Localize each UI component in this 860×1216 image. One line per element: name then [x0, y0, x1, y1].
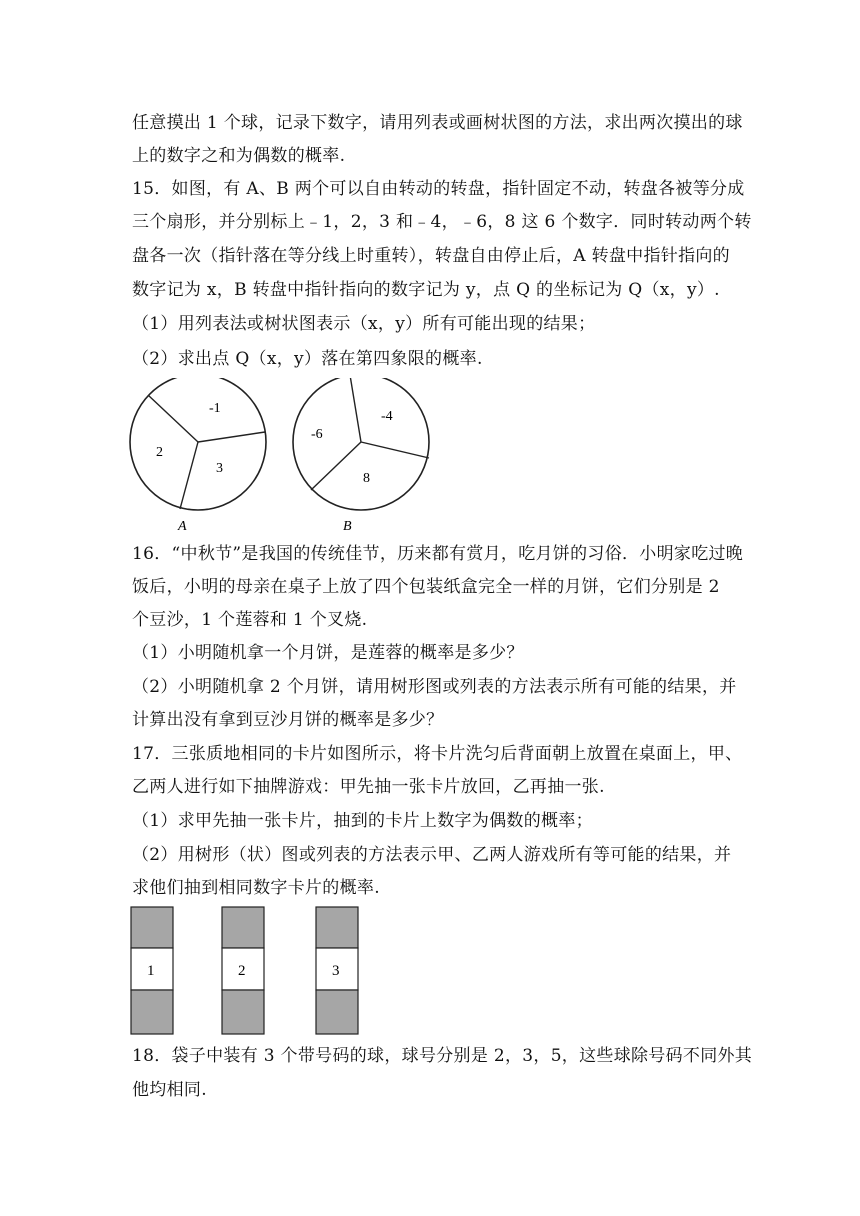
text-line: 求他们抽到相同数字卡片的概率.: [132, 878, 380, 898]
text-line: 饭后，小明的母亲在桌子上放了四个包装纸盒完全一样的月饼，它们分别是 2: [132, 577, 720, 597]
text-line: 个豆沙，1 个莲蓉和 1 个叉烧.: [132, 610, 368, 630]
card-3: [316, 907, 358, 1034]
problem-16-text: 16．“中秋节”是我国的传统佳节，历来都有赏月，吃月饼的习俗．小明家吃过晚: [132, 544, 744, 564]
problem-17-text: 17．三张质地相同的卡片如图所示，将卡片洗匀后背面朝上放置在桌面上，甲、: [132, 744, 743, 764]
question-15-2: （2）求出点 Q（x，y）落在第四象限的概率.: [132, 349, 483, 369]
sector-label: 3: [216, 461, 223, 476]
question-17-2: （2）用树形（状）图或列表的方法表示甲、乙两人游戏所有等可能的结果，并: [132, 845, 732, 865]
problem-18-text: 18．袋子中装有 3 个带号码的球，球号分别是 2，3，5，这些球除号码不同外其: [132, 1046, 753, 1066]
sector-label: -6: [311, 427, 323, 442]
card-2: [222, 907, 264, 1034]
sector-label: 2: [156, 445, 163, 460]
sector-label: -4: [381, 409, 393, 424]
text-line: 乙两人进行如下抽牌游戏：甲先抽一张卡片放回，乙再抽一张.: [132, 777, 605, 797]
question-16-1: （1）小明随机拿一个月饼，是莲蓉的概率是多少？: [132, 643, 524, 663]
card-number: 1: [147, 963, 155, 979]
spinner-a-caption: A: [178, 519, 187, 534]
text-line: 上的数字之和为偶数的概率.: [132, 146, 346, 166]
text-line: 盘各一次（指针落在等分线上时重转），转盘自由停止后，A 转盘中指针指向的: [132, 246, 730, 266]
card-number: 3: [332, 963, 340, 979]
text-line: 他均相同.: [132, 1080, 207, 1100]
spinner-b-disk: [293, 378, 429, 510]
spinner-b-caption: B: [343, 519, 352, 534]
sector-label: 8: [363, 471, 370, 486]
problem-15-text: 15．如图，有 A、B 两个可以自由转动的转盘，指针固定不动，转盘各被等分成: [132, 179, 745, 199]
text-line: 任意摸出 1 个球，记录下数字，请用列表或画树状图的方法，求出两次摸出的球: [132, 113, 743, 133]
text-line: 计算出没有拿到豆沙月饼的概率是多少？: [132, 710, 444, 730]
text-line: 数字记为 x，B 转盘中指针指向的数字记为 y，点 Q 的坐标记为 Q（x，y）.: [132, 280, 720, 300]
spinner-a-figure: [124, 378, 274, 534]
text-line: 三个扇形，并分别标上﹣1，2，3 和﹣4，﹣6，8 这 6 个数字．同时转动两个转: [132, 212, 752, 232]
question-15-1: （1）用列表法或树状图表示（x，y）所有可能出现的结果；: [132, 314, 596, 334]
question-16-2: （2）小明随机拿 2 个月饼，请用树形图或列表的方法表示所有可能的结果，并: [132, 677, 737, 697]
spinner-b-figure: [287, 378, 437, 534]
card-1: [131, 907, 173, 1034]
cards-figure: [128, 904, 368, 1038]
question-17-1: （1）求甲先抽一张卡片，抽到的卡片上数字为偶数的概率；: [132, 811, 593, 831]
card-number: 2: [238, 963, 246, 979]
sector-label: -1: [209, 401, 221, 416]
